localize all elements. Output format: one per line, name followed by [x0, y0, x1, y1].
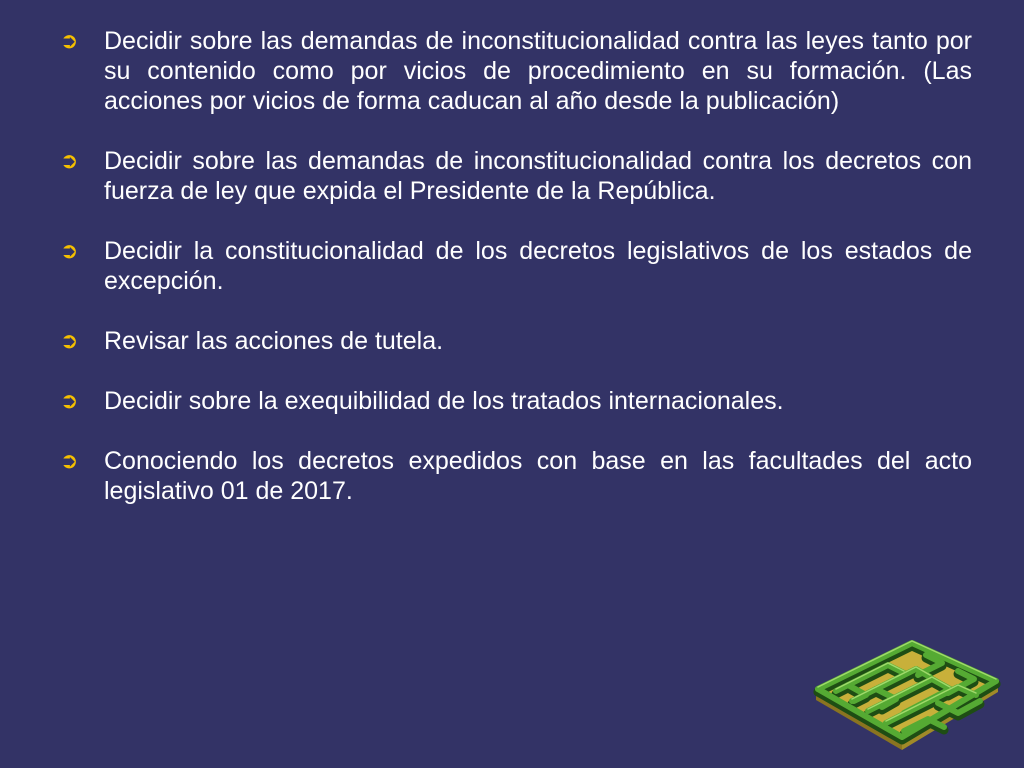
- bullet-text: Decidir la constitucionalidad de los decretos legislativos de los estados de excepción.: [104, 237, 972, 295]
- arrow-bullet-icon: ➲: [60, 328, 79, 353]
- bullet-item: [60, 386, 972, 416]
- arrow-bullet-icon: ➲: [60, 148, 79, 173]
- maze-icon: [808, 636, 1004, 762]
- bullet-item: [60, 446, 972, 506]
- bullet-item: [60, 326, 972, 356]
- arrow-bullet-icon: ➲: [60, 238, 79, 263]
- arrow-bullet-icon: ➲: [60, 388, 79, 413]
- bullet-text: Decidir sobre las demandas de inconstitucionalidad contra los decretos con fuerza de ley que expida el Presidente de la República.: [104, 147, 972, 205]
- arrow-bullet-icon: ➲: [60, 448, 79, 473]
- bullet-text: Decidir sobre la exequibilidad de los tratados internacionales.: [104, 387, 784, 415]
- bullet-text: Conociendo los decretos expedidos con base en las facultades del acto legislativo 01 de 2017.: [104, 447, 972, 505]
- bullet-list: [60, 26, 972, 536]
- arrow-bullet-icon: ➲: [60, 28, 79, 53]
- bullet-text: Revisar las acciones de tutela.: [104, 327, 444, 355]
- bullet-item: [60, 236, 972, 296]
- bullet-item: [60, 146, 972, 206]
- bullet-text: Decidir sobre las demandas de inconstitucionalidad contra las leyes tanto por su contenido como por vicios de procedimiento en su formación. (Las acciones por vicios de forma caducan al año desde la publicación): [104, 27, 972, 115]
- bullet-item: [60, 26, 972, 116]
